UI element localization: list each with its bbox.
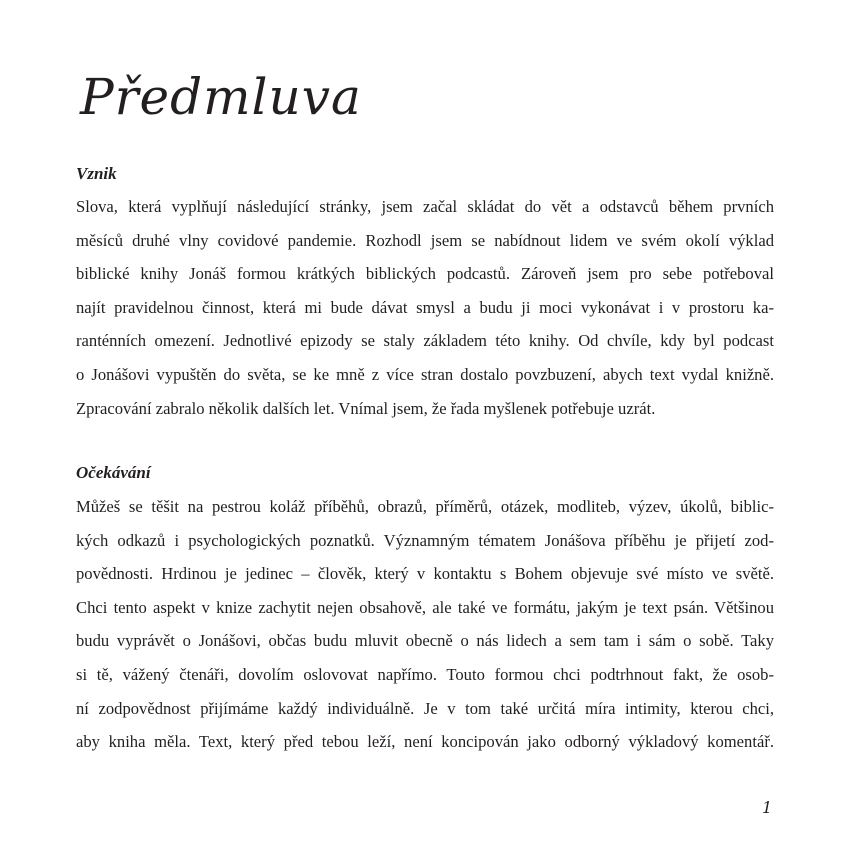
text-line: Zpracování zabralo několik dalších let. Vnímal jsem, že řada myšlenek potřebuje uzrát. [76, 398, 656, 418]
paragraph-ocekavani [76, 490, 774, 759]
text-line: Můžeš se těšit na pestrou koláž příběhů, obrazů, příměrů, otázek, modliteb, výzev, úkolů, biblic- [76, 497, 774, 516]
text-line: najít pravidelnou činnost, která mi bude dávat smysl a budu ji moci vykonávat i v prostoru ka- [76, 297, 774, 317]
text-line: Chci tento aspekt v knize zachytit nejen obsahově, ale také ve formátu, jakým je text psán. Většinou [76, 597, 774, 617]
text-line: ní zodpovědnost přijímáme každý individuálně. Je v tom také určitá míra intimity, kterou chci, [76, 698, 774, 718]
page-title: Předmluva [80, 68, 362, 126]
text-line: Slova, která vyplňují následující stránky, jsem začal skládat do vět a odstavců během prvních [76, 197, 774, 216]
text-line: biblické knihy Jonáš formou krátkých biblických podcastů. Zároveň jsem pro sebe potřeboval [76, 264, 774, 284]
section-heading-vznik: Vznik [76, 164, 117, 183]
section-heading-ocekavani: Očekávání [76, 463, 151, 482]
paragraph-vznik [76, 190, 774, 425]
text-line: budu vyprávět o Jonášovi, občas budu mluvit obecně o nás lidech a sem tam i sám o sobě. Taky [76, 631, 774, 651]
page-number: 1 [762, 798, 773, 817]
text-line: měsíců druhé vlny covidové pandemie. Rozhodl jsem se nabídnout lidem ve svém okolí výklad [76, 230, 774, 250]
text-line: aby kniha měla. Text, který před tebou leží, není koncipován jako odborný výkladový komentář. [76, 732, 774, 752]
text-line: ranténních omezení. Jednotlivé epizody se staly základem této knihy. Od chvíle, kdy byl podcast [76, 331, 774, 351]
text-line: o Jonášovi vypuštěn do světa, se ke mně z více stran dostalo povzbuzení, abych text vydal knižně. [76, 364, 774, 384]
text-line: si tě, vážený čtenáři, dovolím oslovovat napřímo. Touto formou chci podtrhnout fakt, že osob- [76, 664, 774, 684]
text-line: kých odkazů i psychologických poznatků. Významným tématem Jonášova příběhu je přijetí zod- [76, 530, 774, 550]
text-line: povědnosti. Hrdinou je jedinec – člověk, který v kontaktu s Bohem objevuje své místo ve světě. [76, 564, 774, 584]
